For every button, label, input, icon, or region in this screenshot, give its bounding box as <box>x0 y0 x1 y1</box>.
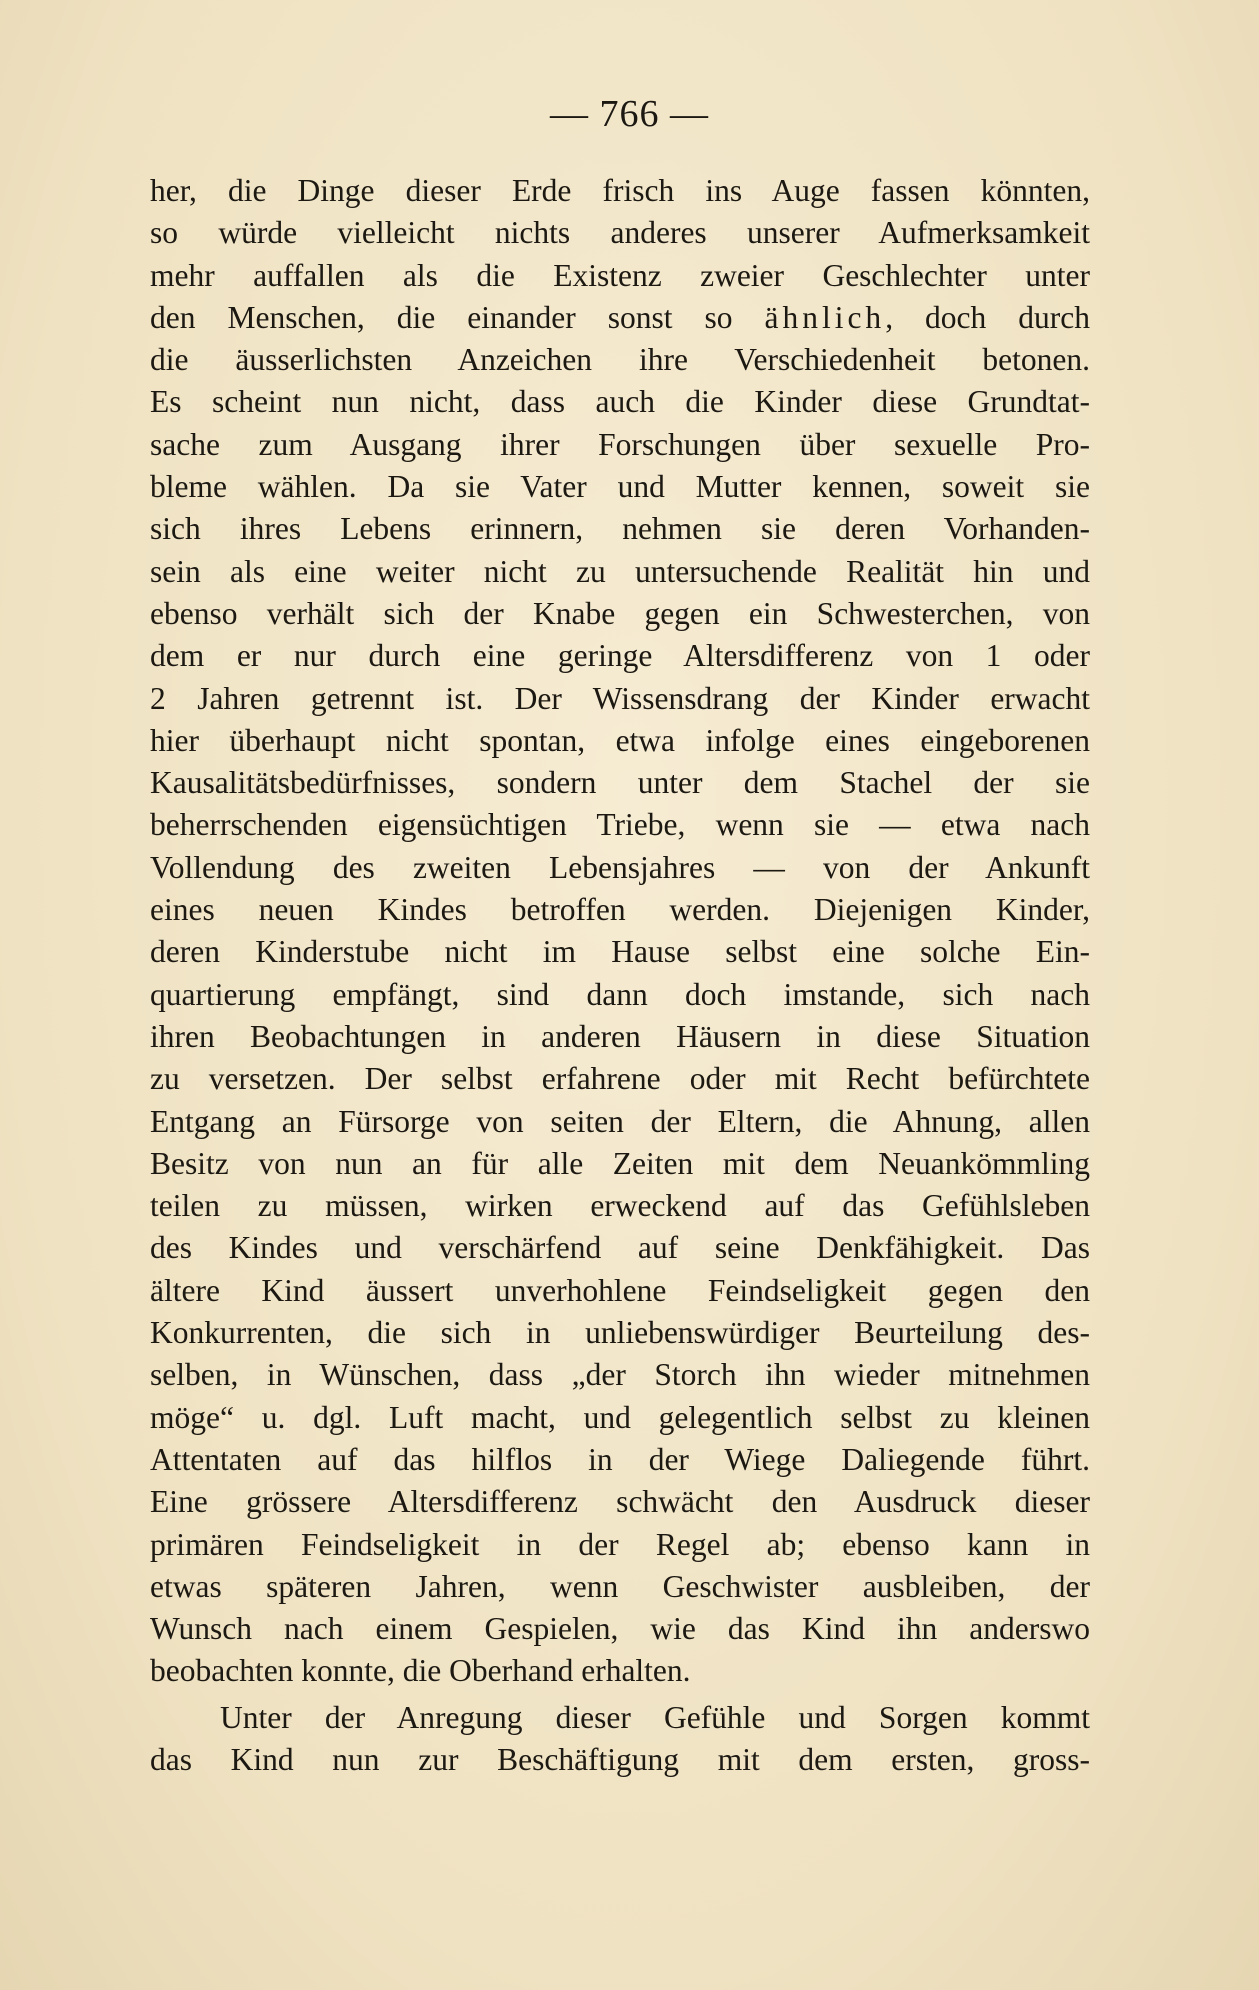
text-line: Konkurrenten, die sich in unliebenswürdiger Beurteilung des- <box>150 1315 1090 1351</box>
text-line: Vollendung des zweiten Lebensjahres — von der Ankunft <box>150 849 1090 885</box>
text-line: Es scheint nun nicht, dass auch die Kinder diese Grundtat- <box>150 384 1090 420</box>
text-line: das Kind nun zur Beschäftigung mit dem ersten, gross- <box>150 1741 1090 1777</box>
text-line: mehr auffallen als die Existenz zweier Geschlechter unter <box>150 257 1090 293</box>
text-line: primären Feindseligkeit in der Regel ab; ebenso kann in <box>150 1526 1090 1562</box>
text-line: zu versetzen. Der selbst erfahrene oder mit Recht befürchtete <box>150 1061 1090 1097</box>
text-line: selben, in Wünschen, dass „der Storch ihn wieder mitnehmen <box>150 1357 1090 1393</box>
text-line: sache zum Ausgang ihrer Forschungen über sexuelle Pro- <box>150 426 1090 462</box>
text-line: ihren Beobachtungen in anderen Häusern in diese Situation <box>150 1018 1090 1054</box>
text-line: 2 Jahren getrennt ist. Der Wissensdrang der Kinder erwacht <box>150 680 1090 716</box>
text-line: deren Kinderstube nicht im Hause selbst eine solche Ein- <box>150 934 1090 970</box>
text-line: beobachten konnte, die Oberhand erhalten. <box>150 1653 691 1689</box>
text-line: sich ihres Lebens erinnern, nehmen sie deren Vorhanden- <box>150 511 1090 547</box>
text-line: hier überhaupt nicht spontan, etwa infolge eines eingeborenen <box>150 722 1090 758</box>
body-text <box>150 170 1090 1781</box>
text-line: her, die Dinge dieser Erde frisch ins Auge fassen könnten, <box>150 173 1090 208</box>
text-line: dem er nur durch eine geringe Altersdifferenz von 1 oder <box>150 638 1090 674</box>
text-line: die äusserlichsten Anzeichen ihre Verschiedenheit betonen. <box>150 342 1090 378</box>
text-line: möge“ u. dgl. Luft macht, und gelegentlich selbst zu kleinen <box>150 1399 1090 1435</box>
text-line: Besitz von nun an für alle Zeiten mit dem Neuankömmling <box>150 1145 1090 1181</box>
text-line: des Kindes und verschärfend auf seine Denkfähigkeit. Das <box>150 1230 1090 1266</box>
text-line: teilen zu müssen, wirken erweckend auf das Gefühlsleben <box>150 1188 1090 1224</box>
text-line: Kausalitätsbedürfnisses, sondern unter dem Stachel der sie <box>150 765 1090 801</box>
text-line: Entgang an Fürsorge von seiten der Eltern, die Ahnung, allen <box>150 1103 1090 1139</box>
text-line: etwas späteren Jahren, wenn Geschwister ausbleiben, der <box>150 1568 1090 1604</box>
text-line: Wunsch nach einem Gespielen, wie das Kind ihn anderswo <box>150 1611 1090 1647</box>
text-line: ebenso verhält sich der Knabe gegen ein Schwesterchen, von <box>150 595 1090 631</box>
text-line: den Menschen, die einander sonst so ähnlich, doch durch <box>150 299 1090 335</box>
emphasized-word: ähnlich <box>764 299 886 335</box>
text-line: Unter der Anregung dieser Gefühle und Sorgen kommt <box>220 1699 1090 1735</box>
text-line: eines neuen Kindes betroffen werden. Diejenigen Kinder, <box>150 892 1090 928</box>
text-line: ältere Kind äussert unverhohlene Feindseligkeit gegen den <box>150 1272 1090 1308</box>
text-line: Attentaten auf das hilflos in der Wiege Daliegende führt. <box>150 1441 1090 1477</box>
page-number: — 766 — <box>550 93 709 135</box>
text-line: sein als eine weiter nicht zu untersuchende Realität hin und <box>150 553 1090 589</box>
text-line: Eine grössere Altersdifferenz schwächt den Ausdruck dieser <box>150 1484 1090 1520</box>
text-line: beherrschenden eigensüchtigen Triebe, wenn sie — etwa nach <box>150 807 1090 843</box>
text-line: so würde vielleicht nichts anderes unserer Aufmerksamkeit <box>150 215 1090 251</box>
text-line: quartierung empfängt, sind dann doch imstande, sich nach <box>150 976 1090 1012</box>
text-line: bleme wählen. Da sie Vater und Mutter kennen, soweit sie <box>150 469 1090 505</box>
